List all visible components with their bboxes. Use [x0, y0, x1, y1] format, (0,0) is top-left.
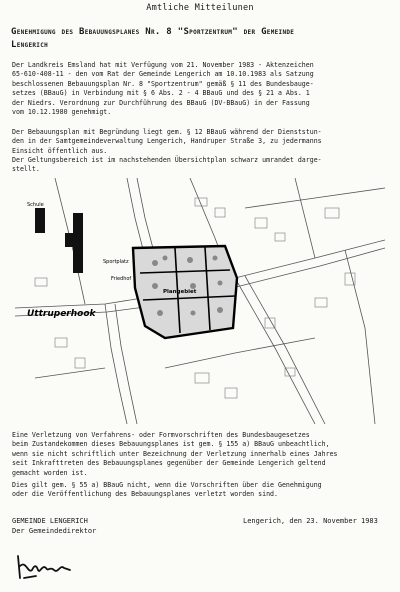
header-label: Amtliche Mitteilunen: [146, 3, 254, 13]
footer-authority: GEMEINDE LENGERICH: [12, 517, 88, 525]
paragraph-scope: Der Geltungsbereich ist im nachstehenden Übersichtplan schwarz umrandet darge- stellt.: [12, 156, 322, 174]
footer-role: Der Gemeindedirektor: [12, 527, 97, 535]
map-label-plan: Plangebiet: [163, 289, 197, 295]
footer-authority-block: [12, 516, 96, 536]
school-building: [35, 208, 83, 273]
footer-place-date: Lengerich, den 23. November 1983: [243, 517, 378, 525]
title-line-1: Genehmigung des Bebauungsplanes Nr. 8 "Sportzentrum" der Gemeinde: [11, 27, 295, 37]
map-label-area: Uttruperhook: [27, 309, 96, 319]
overview-map: [15, 178, 385, 424]
page-title: [11, 26, 391, 52]
paragraph-violation: Eine Verletzung von Verfahrens- oder Formvorschriften des Bundesbaugesetzes beim Zustandekommen dieses Bebauungsplanes ist gem. § 155 a) BBauG unbeachtlich, wenn sie nicht schriftlich unter Bezeichnung der Verletzung innerhalb eines Jahres seit Inkrafttreten des Bebauungsplanes gegenüber der Gemeinde Lengerich geltend gemacht worden ist.: [12, 431, 338, 477]
paragraph-approval: Der Landkreis Emsland hat mit Verfügung vom 21. November 1983 - Aktenzeichen 65-610-408-11 - den vom Rat der Gemeinde Lengerich am 10.10.1983 als Satzung beschlossenen Bebauungsplan Nr. 8 "Sportzentrum" gemäß § 11 des Bundesbauge- setzes (BBauG) in Verbindung mit § 6 Abs. 2 - 4 BBauG und des § 21 a Abs. 1 der Niedrs. Verordnung zur Durchführung des BBauG (DV-BBauG) in der Fassung vom 10.12.1980 genehmigt.: [12, 61, 314, 117]
map-label-sport: Sportplatz: [103, 259, 129, 265]
paragraph-inspection: Der Bebauungsplan mit Begründung liegt gem. § 12 BBauG während der Dienststun- den in der Samtgemeindeverwaltung Lengerich, Handruper Straße 3, zu jedermanns Einsicht öffentlich aus.: [12, 128, 322, 155]
title-line-2: Lengerich: [11, 40, 49, 50]
paragraph-exception: Dies gilt gem. § 55 a) BBauG nicht, wenn die Vorschriften über die Genehmigung oder die Veröffentlichung des Bebauungsplanes verletzt worden sind.: [12, 481, 322, 499]
signature: [14, 552, 94, 582]
plan-area: [133, 246, 237, 338]
map-label-school: Schule: [27, 202, 44, 208]
map-label-friedhof: Friedhof: [111, 276, 132, 282]
